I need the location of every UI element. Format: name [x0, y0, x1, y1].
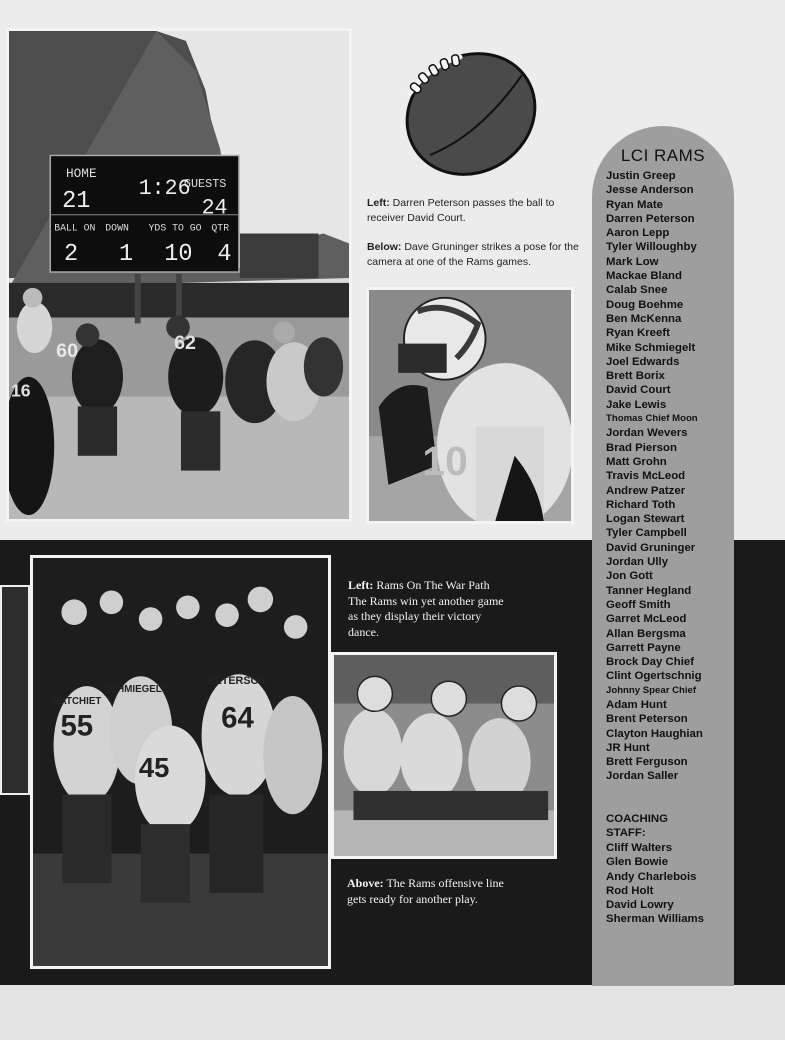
bottom-strip — [0, 985, 785, 1040]
player-name: Jake Lewis — [606, 398, 667, 411]
player-name: Garret McLeod — [606, 613, 687, 626]
scoreboard-clock: 1:26 — [138, 175, 191, 202]
scoreboard-qtr: 4 — [217, 241, 232, 269]
player-name: Brad Pierson — [606, 441, 677, 454]
caption-war-path — [348, 578, 508, 640]
caption-text: The Rams offensive line gets ready for another play. — [347, 876, 504, 906]
gruninger-pose-photo — [366, 287, 574, 524]
coach-name: Sherman Williams — [606, 913, 705, 926]
football-icon — [400, 45, 542, 183]
roster-title: LCI RAMS — [620, 146, 706, 165]
caption-text: Rams On The War Path The Rams win yet another game as they display their victory dance. — [348, 578, 504, 639]
scoreboard-game-photo — [6, 28, 352, 522]
player-name: David Gruninger — [606, 541, 696, 554]
caption-lead: Left: — [367, 197, 390, 209]
offensive-line-photo — [331, 652, 557, 859]
roster-panel — [592, 126, 734, 986]
caption-lead: Above: — [347, 876, 384, 890]
player-name: Jordan Wevers — [606, 427, 688, 440]
jersey-45: 45 — [138, 751, 170, 783]
football-graphic — [400, 45, 542, 183]
player-name: Ryan Mate — [606, 198, 663, 211]
player-name: Brent Peterson — [606, 713, 688, 726]
coach-name: Glen Bowie — [606, 856, 669, 869]
caption-lead: Left: — [348, 578, 374, 592]
player-name: Thomas Chief Moon — [606, 413, 698, 425]
player-name: Andrew Patzer — [606, 484, 686, 497]
player-name: Richard Toth — [606, 498, 676, 511]
jersey-60: 60 — [56, 339, 79, 363]
jersey-name-schmiegelt: SCHMIEGELT — [103, 684, 167, 696]
player-name: Justin Greep — [606, 170, 676, 182]
coach-name: David Lowry — [606, 899, 674, 912]
scoreboard-down-label: DOWN — [105, 222, 129, 234]
player-name: Allan Bergsma — [606, 627, 686, 640]
player-list — [606, 169, 703, 784]
jersey-name-datchiet: DATCHIET — [52, 695, 102, 707]
scoreboard-home-score: 21 — [62, 187, 91, 215]
scoreboard-yds: 10 — [164, 241, 193, 269]
player-name: Clayton Haughian — [606, 727, 703, 740]
player-name: Mike Schmiegelt — [606, 341, 696, 354]
player-name: Jordan Saller — [606, 770, 679, 783]
scoreboard-home-label: HOME — [65, 166, 97, 182]
player-name: Darren Peterson — [606, 212, 695, 225]
player-name: Tanner Hegland — [606, 584, 692, 597]
player-name: Garrett Payne — [606, 641, 681, 654]
player-name: Aaron Lepp — [606, 227, 670, 240]
caption-offensive-line — [347, 876, 507, 907]
player-name: David Court — [606, 384, 671, 397]
caption-text: Dave Gruninger strikes a pose for the camera at one of the Rams games. — [367, 241, 579, 269]
player-name: Jordan Ully — [606, 556, 669, 569]
jersey-10: 10 — [422, 438, 468, 485]
filmstrip-edge — [0, 585, 30, 795]
coach-list — [606, 841, 704, 927]
scoreboard-qtr-label: QTR — [211, 222, 230, 234]
scoreboard-down: 1 — [119, 241, 134, 269]
coach-name: Rod Holt — [606, 884, 654, 897]
player-name: Johnny Spear Chief — [606, 684, 697, 696]
caption-darren-peterson — [367, 196, 577, 226]
jersey-16: 16 — [10, 380, 31, 401]
player-name: Mackae Bland — [606, 270, 682, 283]
scoreboard-guests-label: GUESTS — [183, 177, 227, 192]
jersey-64: 64 — [221, 701, 254, 735]
player-name: Doug Boehme — [606, 298, 684, 311]
jersey-62: 62 — [174, 332, 196, 355]
player-name: Calab Snee — [606, 284, 668, 297]
player-name: Brock Day Chief — [606, 656, 694, 669]
coaching-staff-title: COACHING STAFF: — [606, 813, 669, 840]
player-name: Jesse Anderson — [606, 184, 694, 197]
jersey-55: 55 — [60, 709, 94, 743]
caption-lead: Below: — [367, 241, 402, 253]
player-name: Mark Low — [606, 255, 659, 268]
player-name: JR Hunt — [606, 741, 650, 754]
player-name: Jon Gott — [606, 570, 653, 583]
player-name: Tyler Willoughby — [606, 241, 697, 254]
player-name: Ben McKenna — [606, 312, 682, 325]
player-name: Brett Ferguson — [606, 756, 688, 769]
player-name: Travis McLeod — [606, 470, 686, 483]
coach-name: Andy Charlebois — [606, 870, 697, 883]
jersey-name-peterson: PETERSON — [207, 675, 267, 688]
scoreboard-yds-label: YDS TO GO — [148, 222, 202, 234]
player-name: Matt Grohn — [606, 455, 667, 468]
coach-name: Cliff Walters — [606, 842, 673, 854]
victory-dance-photo — [30, 555, 331, 969]
player-name: Joel Edwards — [606, 355, 680, 368]
player-name: Tyler Campbell — [606, 527, 687, 540]
scoreboard-ball-on: 2 — [64, 241, 79, 269]
player-name: Brett Borix — [606, 370, 665, 383]
player-name: Clint Ogertschnig — [606, 670, 702, 683]
caption-dave-gruninger — [367, 240, 581, 270]
scoreboard-ball-on-label: BALL ON — [54, 222, 96, 234]
player-name: Geoff Smith — [606, 598, 671, 611]
scoreboard-guests-score: 24 — [201, 195, 228, 221]
player-name: Adam Hunt — [606, 698, 667, 711]
caption-text: Darren Peterson passes the ball to receiver David Court. — [367, 197, 555, 225]
player-name: Logan Stewart — [606, 513, 685, 526]
player-name: Ryan Kreeft — [606, 327, 670, 340]
